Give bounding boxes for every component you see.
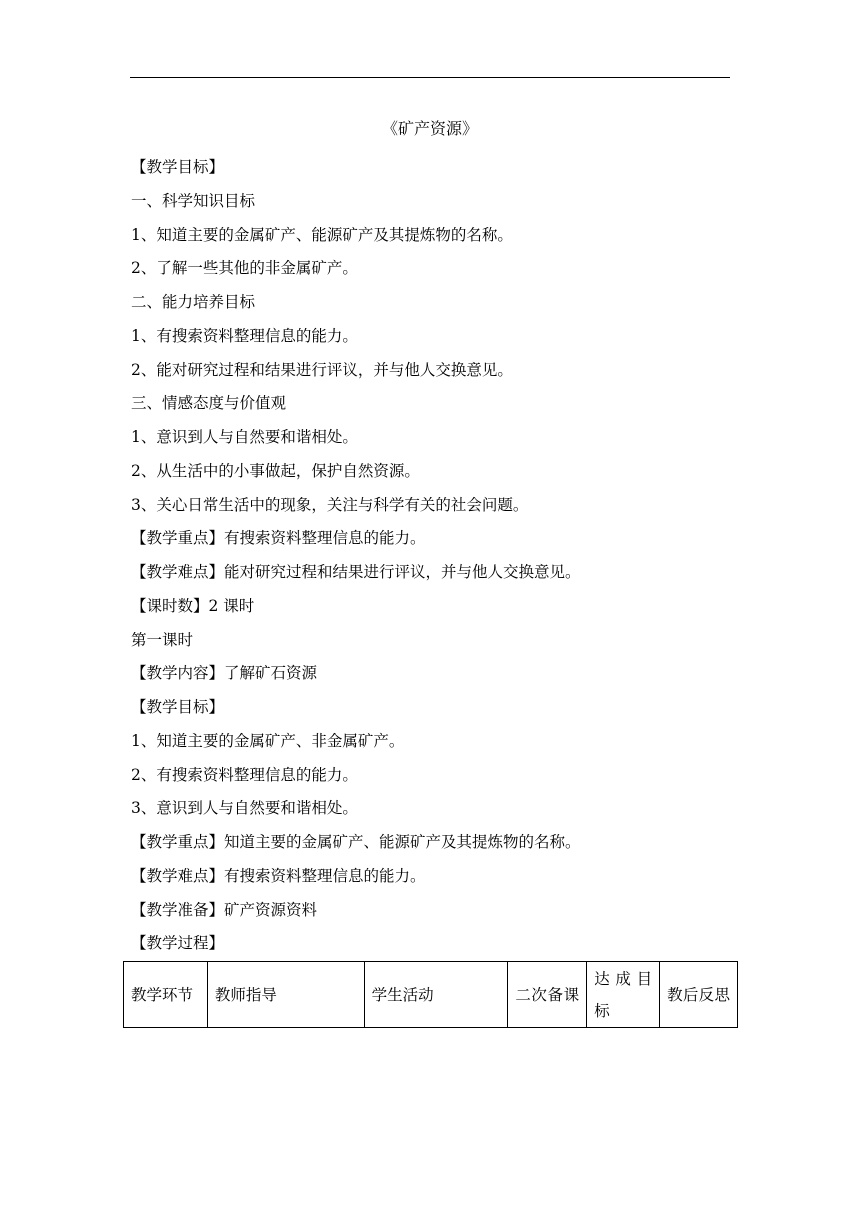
table-header-cell: 学生活动 <box>364 962 508 1028</box>
body-line: 【教学难点】有搜索资料整理信息的能力。 <box>131 866 426 885</box>
body-line: 【教学目标】 <box>131 698 225 716</box>
body-line: 【课时数】2 课时 <box>131 596 255 615</box>
body-line: 第一课时 <box>131 630 194 649</box>
body-line: 【教学重点】知道主要的金属矿产、能源矿产及其提炼物的名称。 <box>131 833 581 851</box>
body-line: 三、情感态度与价值观 <box>131 394 287 413</box>
table-header-cell: 二次备课 <box>508 962 587 1028</box>
table-header-cell: 教师指导 <box>207 962 364 1028</box>
body-line: 二、能力培养目标 <box>131 293 256 311</box>
body-line: 1、意识到人与自然要和谐相处。 <box>131 428 358 446</box>
body-line: 2、能对研究过程和结果进行评议，并与他人交换意见。 <box>131 360 513 379</box>
table-header-cell: 教学环节 <box>124 962 208 1028</box>
table-header-row <box>124 962 738 1028</box>
body-line: 【教学难点】能对研究过程和结果进行评议，并与他人交换意见。 <box>131 563 581 581</box>
body-line: 一、科学知识目标 <box>131 191 256 210</box>
body-line: 2、有搜索资料整理信息的能力。 <box>131 765 358 784</box>
table-header-cell: 达成目标 <box>587 962 660 1028</box>
body-line: 2、了解一些其他的非金属矿产。 <box>131 259 358 278</box>
table-header-cell: 教后反思 <box>660 962 738 1028</box>
body-line: 3、关心日常生活中的现象，关注与科学有关的社会问题。 <box>131 495 529 514</box>
document-title: 《矿产资源》 <box>381 119 478 138</box>
body-line: 【教学重点】有搜索资料整理信息的能力。 <box>131 529 426 548</box>
body-line: 【教学准备】矿产资源资料 <box>131 900 318 919</box>
body-line: 1、知道主要的金属矿产、能源矿产及其提炼物的名称。 <box>131 225 513 244</box>
body-line: 1、知道主要的金属矿产、非金属矿产。 <box>131 731 405 750</box>
body-line: 【教学目标】 <box>131 158 225 176</box>
teaching-process-table <box>123 961 738 1028</box>
document-body <box>131 156 741 966</box>
header-rule <box>130 77 730 78</box>
body-line: 2、从生活中的小事做起，保护自然资源。 <box>131 461 420 480</box>
body-line: 【教学过程】 <box>131 934 225 953</box>
body-line: 1、有搜索资料整理信息的能力。 <box>131 326 358 345</box>
body-line: 【教学内容】了解矿石资源 <box>131 664 318 683</box>
body-line: 3、意识到人与自然要和谐相处。 <box>131 799 358 818</box>
